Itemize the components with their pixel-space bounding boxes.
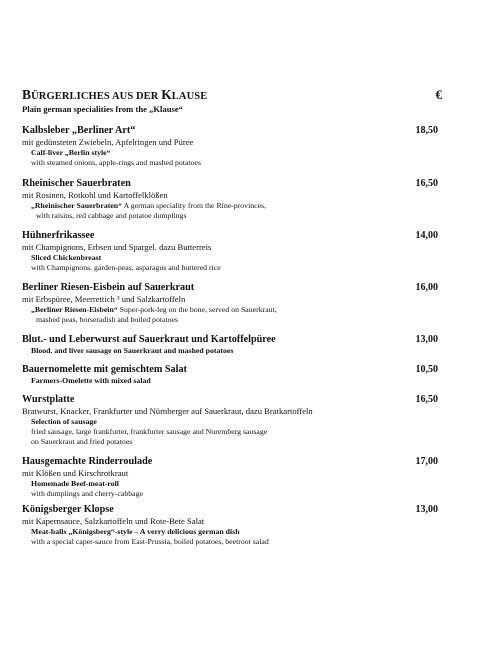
menu-item-kalbsleber [22, 125, 442, 168]
dish-name: Bauernomelette mit gemischtem Salat [22, 364, 187, 375]
menu-item-huehnerfrikassee [22, 230, 442, 273]
dish-description-en-inline: A german speciality from the Rine-provinces, [122, 200, 267, 210]
dish-price: 17,00 [415, 456, 438, 467]
dish-description-de: mit Erbspüree, Meerrettich ³ und Salzkartoffeln [22, 294, 186, 304]
dish-description-en-line1 [22, 305, 442, 315]
menu-item-sauerbraten [22, 178, 442, 221]
dish-name: Kalbsleber „Berliner Art“ [22, 125, 136, 136]
dish-price: 16,50 [415, 394, 438, 405]
dish-description-en-line1 [22, 201, 442, 211]
dish-description-en: with dumplings and cherry-cabbage [31, 488, 143, 498]
dish-description-de: mit Klößen und Kirschrotkraut [22, 468, 129, 478]
dish-description-en: fried sausage, large frankfurter, frankfurter sausage and Nuremberg sausage [31, 426, 268, 436]
dish-price: 10,50 [415, 364, 438, 375]
menu-item-eisbein [22, 282, 442, 325]
dish-description-en-line2: on Sauerkraut and fried potatoes [31, 436, 133, 446]
dish-name-en: Calf-liver „Berlin style“ [31, 147, 111, 157]
section-subtitle: Plain german specialities from the „Klause“ [22, 104, 183, 114]
dish-description-en: with a special caper-sauce from East-Prussia, boiled potatoes, beetroot salad [31, 536, 269, 546]
dish-price: 16,50 [415, 178, 438, 189]
dish-name-en: „Berliner Riesen-Eisbein“ [31, 304, 118, 314]
menu-item-blutwurst [22, 334, 442, 356]
menu-item-wurstplatte [22, 394, 442, 447]
dish-price: 14,00 [415, 230, 438, 241]
dish-name-en: Blood. and liver sausage on Sauerkraut and mashed potatoes [31, 346, 234, 355]
dish-price: 13,00 [415, 334, 438, 345]
dish-description-de: Bratwurst, Knacker, Frankfurter und Nürnberger auf Sauerkraut, dazu Bratkartoffeln [22, 406, 313, 416]
dish-name: Wurstplatte [22, 394, 75, 405]
dish-description-en-inline: Super-pork-leg on the bone, served on Sauerkraut, [117, 304, 277, 314]
dish-name-en: Sliced Chickenbreast [31, 252, 102, 262]
dish-name-en: „Rheinischer Sauerbraten“ [31, 200, 123, 210]
title-part: ÜRGERLICHES AUS DER [31, 91, 162, 102]
dish-description-en: mashed peas, horseradish and boiled potatoes [36, 314, 179, 324]
dish-name: Berliner Riesen-Eisbein auf Sauerkraut [22, 282, 195, 293]
dish-name: Rheinischer Sauerbraten [22, 178, 131, 189]
dish-description-de: mit Rosinen, Rotkohl und Kartoffelklößen [22, 190, 168, 200]
menu-item-koenigsberger-klopse [22, 504, 442, 547]
dish-price: 18,50 [415, 125, 438, 136]
dish-description-en: with raisins, red cabbage and potatoe dumplings [36, 210, 187, 220]
section-title [22, 87, 442, 103]
title-initial: K [161, 87, 172, 102]
dish-name-en: Meat-balls „Königsberg“-style – A verry delicious german dish [31, 526, 240, 536]
menu-item-rinderroulade [22, 456, 442, 499]
dish-name-en: Selection of sausage [31, 416, 97, 426]
menu-section-header [22, 87, 442, 114]
dish-name-en: Farmers-Omelette with mixed salad [31, 376, 151, 385]
dish-price: 13,00 [415, 504, 438, 515]
dish-name: Königsberger Klopse [22, 504, 114, 515]
title-part: LAUSE [171, 91, 208, 102]
dish-name: Hausgemachte Rinderroulade [22, 456, 153, 467]
dish-description-de: mit gedünsteten Zwiebeln, Apfelringen und Püree [22, 137, 194, 147]
dish-description-en: with steamed onions, apple-rings and mashed potatoes [31, 157, 201, 167]
dish-description-en: with Champignons. garden-peas, asparagus and buttered rice [31, 262, 221, 272]
title-initial: B [22, 87, 32, 102]
dish-name-en: Homemade Beef-meat-roll [31, 478, 119, 488]
dish-price: 16,00 [415, 282, 438, 293]
menu-item-bauernomelette [22, 364, 442, 386]
dish-description-de: mit Champignons, Erbsen und Spargel. dazu Butterreis [22, 242, 212, 252]
currency-symbol: € [435, 87, 442, 102]
dish-name: Hühnerfrikassee [22, 230, 95, 241]
dish-name: Blut.- und Leberwurst auf Sauerkraut und Kartoffelpüree [22, 334, 276, 345]
dish-description-de: mit Kapernsauce, Salzkartoffeln und Rote-Bete Salat [22, 516, 205, 526]
